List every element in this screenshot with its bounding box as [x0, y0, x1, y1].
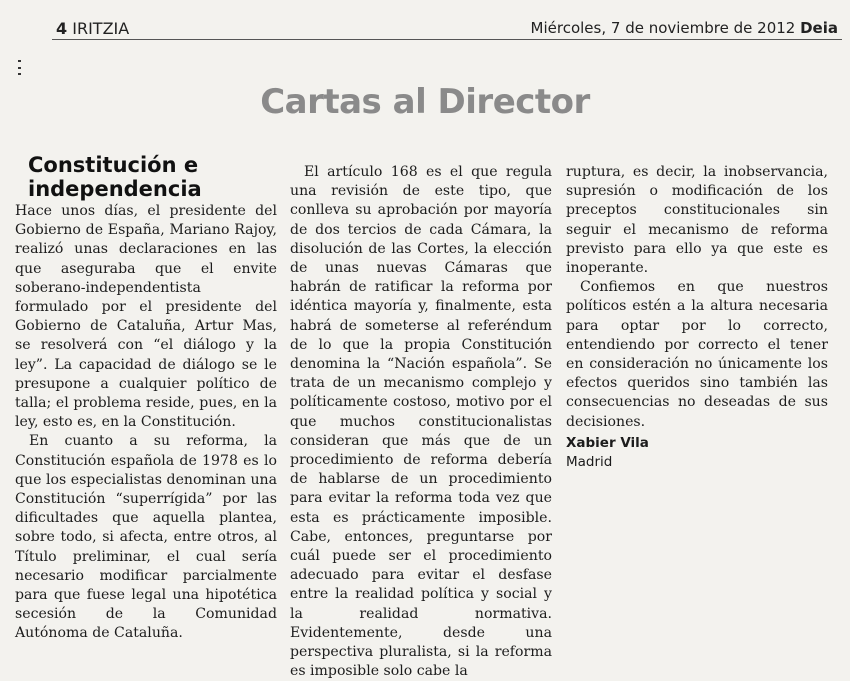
header-rule: [52, 39, 842, 40]
section-title: Cartas al Director: [260, 82, 590, 122]
paragraph: ruptura, es decir, la inobservancia, supresión o modificación de los preceptos constitucionales sin seguir el mecanismo de reforma previsto para ello ya que este es inoperante.: [566, 164, 828, 277]
issue-date: [531, 19, 838, 37]
page-header: [0, 0, 850, 40]
margin-mark: [18, 58, 22, 76]
newspaper-brand: Deia: [800, 19, 838, 37]
signature: [566, 434, 828, 472]
letter-column-1: [15, 202, 277, 644]
paragraph: Confiemos en que nuestros políticos estén a la altura necesaria para optar por lo correcto, entendiendo por correcto el tener en consideración no únicamente los efectos queridos sino también las consecuencias no deseadas de sus decisiones.: [566, 279, 828, 430]
paragraph: Hace unos días, el presidente del Gobierno de España, Mariano Rajoy, realizó unas declaraciones en las que aseguraba que el envite soberano-independentista formulado por el presidente del Gobierno de Cataluña, Artur Mas, se resolverá con “el diálogo y la ley”. La capacidad de diálogo se le presupone a cualquier político de talla; el problema reside, pues, en la ley, esto es, en la Constitución.: [15, 203, 277, 431]
section-label: [56, 19, 129, 38]
author-name: Xabier Vila: [566, 434, 649, 451]
author-place: Madrid: [566, 453, 613, 470]
paragraph: El artículo 168 es el que regula una revisión de este tipo, que conlleva su aprobación por mayoría de dos tercios de cada Cámara, la disolución de las Cortes, la elección de unas nuevas Cámaras que habrán de ratificar la reforma por idéntica mayoría y, finalmente, esta habrá de someterse al referéndum de lo que la propia Constitución denomina la “Nación española”. Se trata de un mecanismo complejo y políticamente costoso, motivo por el que muchos constitucionalistas consideran que más que de un procedimiento de reforma debería de hablarse de un procedimiento para evitar la reforma toda vez que esta es prácticamente imposible. Cabe, entonces, preguntarse por cuál puede ser el procedimiento adecuado para evitar el desfase entre la realidad política y social y la realidad normativa. Evidentemente, desde una perspectiva pluralista, si la reforma es imposible solo cabe la: [290, 164, 552, 680]
paragraph: En cuanto a su reforma, la Constitución española de 1978 es lo que los especialistas denominan una Constitución “superrígida” por las dificultades que aquella plantea, sobre todo, si afecta, entre otros, al Título preliminar, el cual sería necesario modificar parcialmente para que fuese legal una hipotética secesión de la Comunidad Autónoma de Cataluña.: [15, 433, 277, 642]
section-name: IRITZIA: [72, 19, 130, 38]
letter-title: Constitución e independencia: [28, 153, 202, 201]
letter-column-2: [290, 163, 552, 681]
letter-column-3: [566, 163, 828, 472]
date-text: Miércoles, 7 de noviembre de 2012: [530, 19, 796, 37]
page-number: 4: [56, 19, 68, 38]
